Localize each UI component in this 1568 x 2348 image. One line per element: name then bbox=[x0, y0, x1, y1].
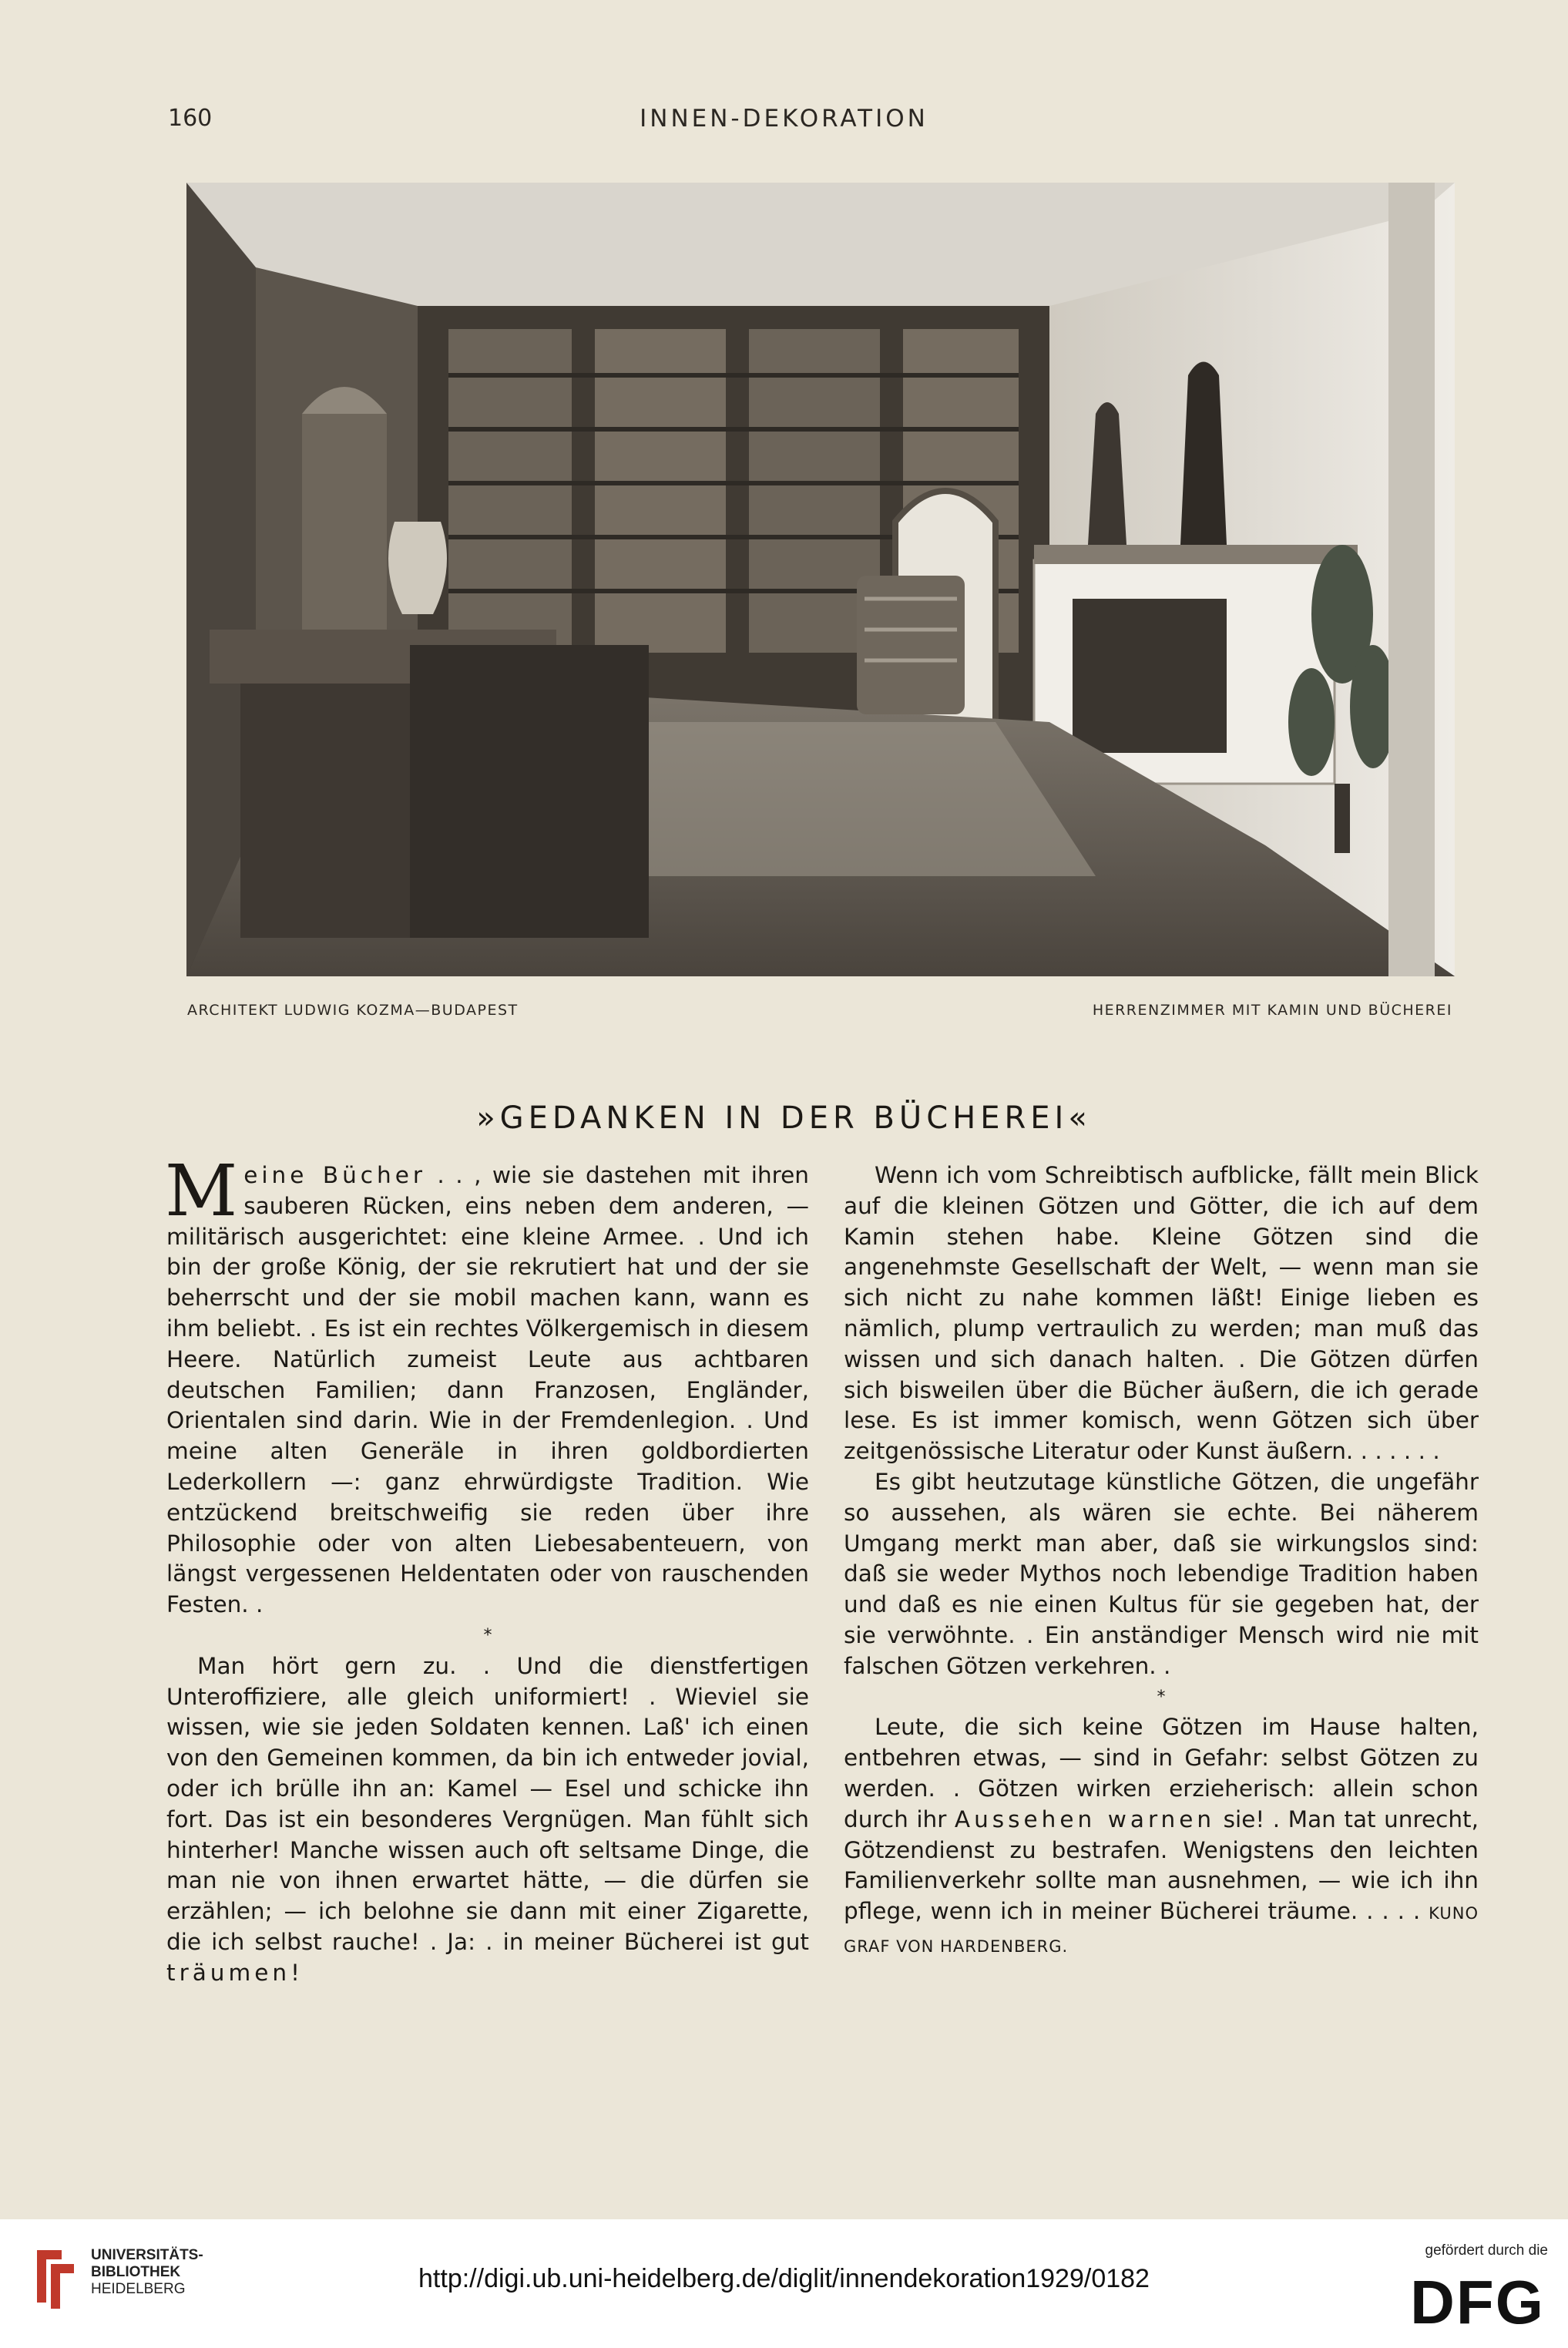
author-signature: KUNO GRAF VON HARDENBERG. bbox=[844, 1904, 1479, 1956]
photo-caption-room: HERRENZIMMER MIT KAMIN UND BÜCHEREI bbox=[1092, 1002, 1452, 1019]
fireplace-opening bbox=[1073, 599, 1227, 753]
spaced-text: Aussehen warnen bbox=[954, 1806, 1216, 1832]
running-header: INNEN-DEKORATION bbox=[640, 105, 928, 133]
desk-side bbox=[410, 645, 649, 938]
article-column-right bbox=[844, 1161, 1479, 1963]
library-name-line: BIBLIOTHEK bbox=[91, 2264, 181, 2280]
interior-photo-drawing bbox=[186, 183, 1455, 976]
footer-bar bbox=[0, 2219, 1568, 2348]
spaced-text: eine Bücher bbox=[243, 1162, 426, 1188]
section-star: * bbox=[483, 1625, 492, 1645]
permalink-url[interactable]: http://digi.ub.uni-heidelberg.de/diglit/innendekoration1929/0182 bbox=[418, 2264, 1150, 2293]
paragraph: Wenn ich vom Schreibtisch aufblicke, fällt mein Blick auf die kleinen Götzen und Götter, die ich auf dem Kamin stehen habe. Kleine Götzen sind die angenehmste Gesellschaft der Welt, — wenn man sie sich nicht zu nahe kommen läßt! Einige lieben es nämlich, plump vertraulich zu werden; man muß das wissen und sich danach halten. . Die Götzen dürfen sich bisweilen über die Bücher äußern, die ich gerade lese. Es ist immer komisch, wenn Götzen sich über zeitgenössische Literatur oder Kunst äußern. . . . . . . bbox=[844, 1162, 1479, 1465]
library-name-line: UNIVERSITÄTS- bbox=[91, 2247, 203, 2263]
article-title: »GEDANKEN IN DER BÜCHEREI« bbox=[476, 1100, 1092, 1136]
armchair bbox=[857, 576, 965, 714]
page-number: 160 bbox=[168, 105, 213, 132]
spaced-text: träumen bbox=[166, 1959, 291, 1986]
interior-photo bbox=[186, 183, 1455, 976]
drop-cap: M bbox=[165, 1150, 238, 1232]
paragraph-end: ! bbox=[290, 1959, 300, 1986]
dfg-logo[interactable]: DFG bbox=[1410, 2268, 1545, 2336]
photo-caption-architect: ARCHITEKT LUDWIG KOZMA—BUDAPEST bbox=[187, 1002, 519, 1019]
mantel bbox=[1034, 545, 1358, 564]
article-column-left bbox=[165, 1150, 809, 1989]
paragraph bbox=[844, 1712, 1479, 1962]
pillar bbox=[1388, 183, 1435, 976]
paragraph-text: Leute, die sich keine Götzen im Hause halten, entbehren etwas, — sind in Gefahr: selbst Götzen zu werden. . Götzen wirken erzieherisch: allein schon durch ihr bbox=[844, 1714, 1479, 1832]
paragraph bbox=[166, 1651, 809, 1989]
section-star: * bbox=[1157, 1687, 1166, 1707]
paragraph-text: Man hört gern zu. . Und die dienstfertigen Unteroffiziere, alle gleich uniformiert! . Wieviel sie wissen, wie sie jeden Soldaten kennen. Laß' ich einen von den Gemeinen kommen, da bin ich entweder jovial, oder ich brülle ihn an: Kamel — Esel und schicke ihn fort. Das ist ein besonderes Vergnügen. Man fühlt sich hinterher! Manche wissen auch oft seltsame Dinge, die man nie von ihnen erwartet hätte, — die dürfen sie erzählen; — ich belohne sie dann mit einer Zigarette, die ich selbst rauche! . Ja: . in meiner Bücherei ist gut bbox=[166, 1652, 809, 1955]
paragraph-text: sie! . Man tat unrecht, Götzendienst zu bestrafen. Wenigstens den leichten Familienverkehr sollte man ausnehmen, — wie ich ihn pflege, wenn ich in meiner Bücherei träume. . . . . bbox=[844, 1806, 1479, 1925]
paragraph-text: . . , wie sie dastehen mit ihren sauberen Rücken, eins neben dem anderen, — militärisch ausgerichtet: eine kleine Armee. . Und ich bin der große König, der sie rekrutiert hat und der sie beherrscht und der sie mobil machen kann, wann es ihm beliebt. . Es ist ein rechtes Völkergemisch in diesem Heere. Natürlich zumeist Leute aus achtbaren deutschen Familien; dann Franzosen, Engländer, Orientalen sind darin. Wie in der Fremdenlegion. . Und meine alten Generäle in ihren goldbordierten Lederkollern —: ganz ehrwürdigste Tradition. Wie entzückend breitschweifig sie reden über ihre Philosophie oder von alten Liebesabenteuern, von längst vergessenen Heldentaten oder von rauschenden Festen. . bbox=[166, 1162, 809, 1618]
vase bbox=[388, 522, 447, 614]
paragraph: Es gibt heutzutage künstliche Götzen, die ungefähr so aussehen, als wären sie echte. Bei näherem Umgang merkt man aber, daß sie wirkungslos sind: daß sie weder Mythos noch lebendige Tradition haben und daß es nie einen Kultus für sie gegeben hat, der sie verwöhnte. . Ein anständiger Mensch wird nie mit falschen Götzen verkehren. . bbox=[844, 1468, 1479, 1679]
funding-label: gefördert durch die bbox=[1425, 2242, 1548, 2259]
paragraph bbox=[165, 1150, 809, 1621]
desk-pedestal bbox=[240, 684, 410, 938]
library-name-line: HEIDELBERG bbox=[91, 2281, 186, 2297]
